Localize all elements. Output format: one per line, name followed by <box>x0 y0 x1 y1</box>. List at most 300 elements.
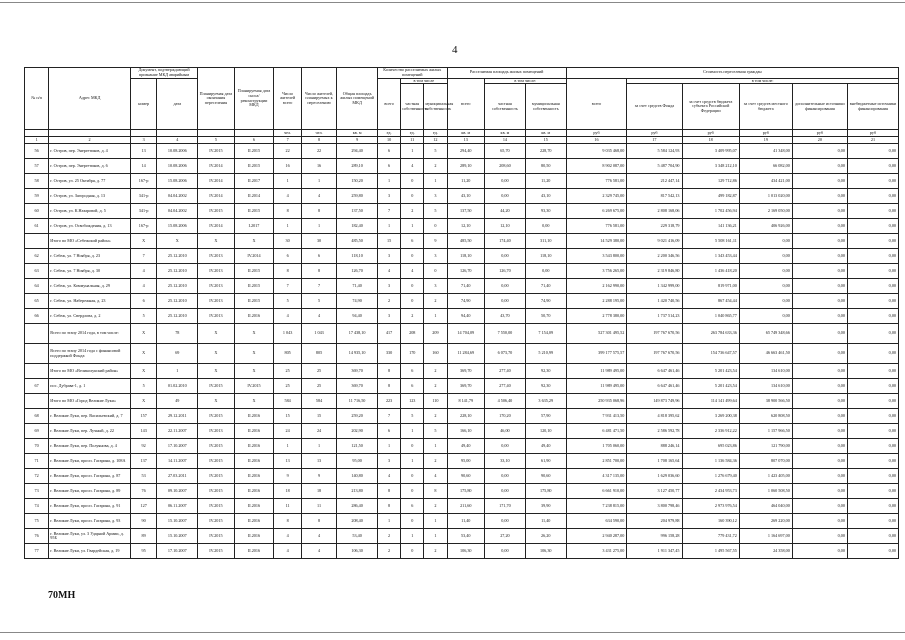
table-cell: 1 <box>378 219 401 234</box>
amount-cell: 3 431 275,00 <box>566 544 627 559</box>
table-cell: 74,90 <box>525 294 566 309</box>
amount-cell: 0,00 <box>847 309 898 324</box>
column-number-cell: 14 <box>485 137 526 144</box>
table-cell: 71 <box>25 454 49 469</box>
amount-cell: 0,00 <box>847 499 898 514</box>
page-number: 4 <box>452 44 458 56</box>
table-cell: IV.2015 <box>198 409 234 424</box>
header-residents: Число жителей всего <box>274 68 302 130</box>
amount-cell: 0,00 <box>792 264 847 279</box>
table-cell: IV.2015 <box>234 379 274 394</box>
unit-cell: чел. <box>274 130 302 137</box>
header-cost-local: за счет средств местного бюджета <box>739 84 792 130</box>
amount-cell: 0,00 <box>847 514 898 529</box>
table-cell: 5 <box>424 144 447 159</box>
header-doc: Документ, подтверждающий признание МКД аварийным <box>130 68 197 79</box>
amount-cell: 0,00 <box>792 294 847 309</box>
amount-cell: 0,00 <box>847 219 898 234</box>
table-cell: 66 <box>25 309 49 324</box>
amount-cell: 0,00 <box>847 364 898 379</box>
header-total-area: Общая площадь жилых помещений МКД <box>337 68 378 130</box>
table-cell: 286,40 <box>337 499 378 514</box>
amount-cell: 6 481 471,50 <box>566 424 627 439</box>
column-number-cell: 18 <box>682 137 739 144</box>
address-cell: Всего по этапу 2014 года, в том числе: <box>49 324 131 344</box>
table-cell: 94,40 <box>447 309 485 324</box>
address-cell: г. Остров, ул. Освобождения, д. 13 <box>49 219 131 234</box>
table-cell: 341-р <box>130 204 156 219</box>
amount-cell: 3 756 265,00 <box>566 264 627 279</box>
table-cell: 59 <box>25 189 49 204</box>
table-cell: X <box>130 394 156 409</box>
table-cell: 24 <box>274 424 302 439</box>
table-cell: 6 <box>378 424 401 439</box>
table-cell: 9 <box>424 234 447 249</box>
table-cell: X <box>130 344 156 364</box>
table-cell: 223 <box>378 394 401 409</box>
table-cell: 76 <box>130 484 156 499</box>
amount-cell: 0,00 <box>739 279 792 294</box>
table-cell: 22 <box>301 144 336 159</box>
amount-cell: 197 767 670,56 <box>627 324 682 344</box>
amount-cell: 0,00 <box>847 249 898 264</box>
address-cell: г. Себеж, ул. Набережная, д. 23 <box>49 294 131 309</box>
table-cell: 7 <box>378 204 401 219</box>
amount-cell: 2 336 912,22 <box>682 424 739 439</box>
table-cell: 30 <box>301 234 336 249</box>
table-cell: 485,50 <box>447 234 485 249</box>
table-cell: 95 <box>130 544 156 559</box>
column-number-cell: 3 <box>130 137 156 144</box>
table-cell: 3 <box>378 279 401 294</box>
amount-cell: 776 581,00 <box>566 219 627 234</box>
table-cell: 0,00 <box>485 484 526 499</box>
table-cell: 1 <box>424 529 447 544</box>
table-row <box>25 454 899 469</box>
amount-cell: 0,00 <box>792 189 847 204</box>
amount-cell: 0,00 <box>792 219 847 234</box>
table-cell: 4 <box>274 529 302 544</box>
table-row <box>25 424 899 439</box>
table-cell: 33,10 <box>485 454 526 469</box>
table-cell: 118,10 <box>337 249 378 264</box>
table-cell: 2 <box>424 409 447 424</box>
amount-cell: 197 767 670,56 <box>627 344 682 364</box>
table-cell: II.2014 <box>234 189 274 204</box>
amount-cell: 114 141 499,64 <box>682 394 739 409</box>
table-cell: 25.12.2010 <box>157 309 198 324</box>
table-cell: X <box>130 364 156 379</box>
table-cell: 2 <box>378 294 401 309</box>
table-cell: X <box>234 234 274 249</box>
table-cell: 170 <box>401 344 424 364</box>
amount-cell: 776 581,00 <box>566 174 627 189</box>
table-cell: 160 <box>424 344 447 364</box>
table-row <box>25 544 899 559</box>
table-cell: 0 <box>401 484 424 499</box>
unit-cell: ед. <box>401 130 424 137</box>
table-cell: 106,30 <box>337 544 378 559</box>
column-number-cell: 4 <box>157 137 198 144</box>
amount-cell: 817 542,13 <box>627 189 682 204</box>
table-cell: X <box>234 394 274 409</box>
table-cell: 18 <box>301 484 336 499</box>
table-cell: 3 <box>424 279 447 294</box>
amount-cell: 7 931 413,50 <box>566 409 627 424</box>
table-cell: IV.2014 <box>198 159 234 174</box>
amount-cell: 2 162 990,00 <box>566 279 627 294</box>
table-cell: 2 <box>424 379 447 394</box>
amount-cell: 996 158,28 <box>627 529 682 544</box>
table-cell: 65,70 <box>485 144 526 159</box>
amount-cell: 0,00 <box>847 484 898 499</box>
amount-cell: 867 454,44 <box>682 294 739 309</box>
table-cell: 5 <box>301 294 336 309</box>
header-address: Адрес МКД <box>49 68 131 130</box>
table-cell: 294,40 <box>447 144 485 159</box>
table-cell <box>25 234 49 249</box>
table-cell: 01.02.2010 <box>157 379 198 394</box>
table-cell: 53,40 <box>447 529 485 544</box>
table-cell: II.2015 <box>234 294 274 309</box>
table-cell: 170,20 <box>485 409 526 424</box>
table-cell: 110 <box>424 394 447 409</box>
table-cell: 15 <box>378 234 401 249</box>
amount-cell: 134 610,00 <box>739 364 792 379</box>
address-cell: г. Остров, ул. Загородная, д. 13 <box>49 189 131 204</box>
header-plan-resettle: Планируемая дата окончания переселения <box>198 68 234 130</box>
amount-cell: 7 238 815,00 <box>566 499 627 514</box>
table-cell: 77 <box>25 544 49 559</box>
header-rooms-count: Количество расселяемых жилых помещений <box>378 68 448 79</box>
amount-cell: 154 736 647,57 <box>682 344 739 364</box>
table-cell: 1 <box>378 174 401 189</box>
table-cell: 369,70 <box>337 379 378 394</box>
amount-cell: 8 902 087,00 <box>566 159 627 174</box>
table-row <box>25 514 899 529</box>
amount-cell: 0,00 <box>739 234 792 249</box>
table-cell: 6 <box>274 249 302 264</box>
table-cell: 65 <box>25 294 49 309</box>
table-cell: 1 <box>401 144 424 159</box>
table-cell: 8 <box>378 499 401 514</box>
amount-cell: 1 040 865,77 <box>682 309 739 324</box>
amount-cell: 0,00 <box>792 309 847 324</box>
table-cell: IV.2014 <box>198 189 234 204</box>
amount-cell: 41 348,00 <box>739 144 792 159</box>
table-cell: 80,50 <box>525 159 566 174</box>
table-body <box>25 144 899 559</box>
address-cell: г. Великие Луки, просп. Гагарина, д. 89 <box>49 484 131 499</box>
column-number-cell: 1 <box>25 137 49 144</box>
table-cell: II.2016 <box>234 424 274 439</box>
amount-cell: 0,00 <box>847 409 898 424</box>
table-cell: II.2016 <box>234 514 274 529</box>
header-area-private: частная собственность <box>485 84 526 130</box>
table-cell: 8 <box>424 484 447 499</box>
amount-cell: 527 301 495,52 <box>566 324 627 344</box>
table-cell: IV.2015 <box>198 484 234 499</box>
table-cell: 805 <box>301 344 336 364</box>
table-cell: 56 <box>25 144 49 159</box>
table-cell: 53,40 <box>337 529 378 544</box>
table-cell: 4 <box>301 189 336 204</box>
table-cell: 0 <box>424 219 447 234</box>
table-cell: 14 935,10 <box>337 344 378 364</box>
amount-cell: 5 487 704,90 <box>627 159 682 174</box>
column-numbers-row <box>25 137 899 144</box>
table-cell: 15.08.2006 <box>157 219 198 234</box>
table-cell <box>25 394 49 409</box>
table-cell: 0 <box>401 514 424 529</box>
table-cell: 0,00 <box>485 294 526 309</box>
amount-cell: 263 784 633,36 <box>682 324 739 344</box>
table-cell: 18 <box>274 484 302 499</box>
amount-cell: 0,00 <box>847 159 898 174</box>
header-doc-date: дата <box>157 78 198 130</box>
table-cell: 1 <box>424 439 447 454</box>
header-cost-extra: дополнительные источники финансирования <box>792 84 847 130</box>
table-cell: 294,40 <box>337 144 378 159</box>
amount-cell: 0,00 <box>847 439 898 454</box>
table-cell: 8 <box>301 514 336 529</box>
table-cell: 4 <box>401 264 424 279</box>
table-row <box>25 144 899 159</box>
unit-cell <box>157 130 198 137</box>
amount-cell: 46 663 461,50 <box>739 344 792 364</box>
table-cell: IV.2015 <box>198 529 234 544</box>
table-cell: 49,40 <box>447 439 485 454</box>
table-cell: 143 <box>130 424 156 439</box>
amount-cell: 0,00 <box>847 174 898 189</box>
amount-cell: 3 543 800,00 <box>566 249 627 264</box>
amount-cell: 2 778 380,00 <box>566 309 627 324</box>
amount-cell: 1 342 999,00 <box>627 279 682 294</box>
amount-cell: 2 851 700,00 <box>566 454 627 469</box>
table-cell: 25.12.2010 <box>157 249 198 264</box>
table-row <box>25 409 899 424</box>
amount-cell: 1 629 036,60 <box>627 469 682 484</box>
table-cell: 16 <box>301 159 336 174</box>
table-cell: IV.2015 <box>198 514 234 529</box>
table-cell: 0 <box>401 469 424 484</box>
table-cell: 8 <box>378 484 401 499</box>
table-cell: II.2016 <box>234 309 274 324</box>
table-cell: 5 <box>274 294 302 309</box>
table-cell: 58 <box>25 174 49 189</box>
table-row <box>25 189 899 204</box>
table-cell: 1 <box>424 174 447 189</box>
table-cell: 126,70 <box>485 264 526 279</box>
amount-cell: 634 590,00 <box>566 514 627 529</box>
amount-cell: 0,00 <box>847 529 898 544</box>
table-cell: 4 <box>424 469 447 484</box>
table-cell: 50,70 <box>525 309 566 324</box>
amount-cell: 499 182,87 <box>682 189 739 204</box>
amount-cell: 4 317 135,00 <box>566 469 627 484</box>
address-cell: Итого по МО «Город Великие Луки» <box>49 394 131 409</box>
amount-cell: 0,00 <box>792 499 847 514</box>
table-row <box>25 379 899 394</box>
summary-row <box>25 344 899 364</box>
column-number-cell: 8 <box>301 137 336 144</box>
amount-cell: 0,00 <box>847 204 898 219</box>
table-cell: 4 <box>301 529 336 544</box>
table-cell: 118,10 <box>525 249 566 264</box>
table-cell: 5 <box>401 409 424 424</box>
table-cell: 69 <box>25 424 49 439</box>
table-cell: IV.2015 <box>198 379 234 394</box>
amount-cell: 0,00 <box>847 394 898 409</box>
table-row <box>25 529 899 544</box>
table-cell: 3 <box>378 189 401 204</box>
amount-cell: 1 276 679,40 <box>682 469 739 484</box>
table-cell: 11 716,50 <box>337 394 378 409</box>
amount-cell: 1 495 567,55 <box>682 544 739 559</box>
header-cost-region: за счет средств бюджета субъекта Российской Федерации <box>682 84 739 130</box>
table-cell: 208 <box>401 324 424 344</box>
column-number-cell: 10 <box>378 137 401 144</box>
amount-cell: 1 708 165,64 <box>627 454 682 469</box>
table-row <box>25 204 899 219</box>
table-cell: 2 <box>424 364 447 379</box>
table-cell: 70 <box>25 439 49 454</box>
table-cell: 69 <box>157 344 198 364</box>
table-cell: 75 <box>25 514 49 529</box>
table-row <box>25 439 899 454</box>
table-cell: 25 <box>301 364 336 379</box>
table-cell: IV.2015 <box>198 544 234 559</box>
table-cell: 4 <box>130 279 156 294</box>
amount-cell: 1 705 060,00 <box>566 439 627 454</box>
amount-cell: 141 136,21 <box>682 219 739 234</box>
table-cell: 106,30 <box>525 544 566 559</box>
table-cell: 04.04.2002 <box>157 204 198 219</box>
amount-cell: 134 610,00 <box>739 379 792 394</box>
table-cell: 6 <box>130 294 156 309</box>
table-cell: 4 <box>378 469 401 484</box>
table-cell: X <box>130 324 156 344</box>
table-cell: 208,60 <box>485 159 526 174</box>
amount-cell: 0,00 <box>792 144 847 159</box>
amount-cell: 121 790,00 <box>739 439 792 454</box>
amount-cell: 1 420 740,56 <box>627 294 682 309</box>
table-cell: 166,10 <box>447 424 485 439</box>
table-cell: 9 <box>301 469 336 484</box>
table-cell: 3 <box>378 309 401 324</box>
table-cell: II.2016 <box>234 529 274 544</box>
column-number-cell: 21 <box>847 137 898 144</box>
table-cell: 10.08.2006 <box>157 159 198 174</box>
table-cell: 1 <box>157 364 198 379</box>
address-cell: Итого по МО «Великолукский район» <box>49 364 131 379</box>
table-cell: IV.2013 <box>198 249 234 264</box>
amount-cell: 1 737 514,23 <box>627 309 682 324</box>
table-cell: 0,00 <box>485 514 526 529</box>
table-row <box>25 159 899 174</box>
header-cost-fund: за счет средств Фонда <box>627 84 682 130</box>
amount-cell: 212 447,14 <box>627 174 682 189</box>
header-rooms-incl: в том числе <box>401 78 447 84</box>
table-cell: 5 210,99 <box>525 344 566 364</box>
amount-cell: 129 712,86 <box>682 174 739 189</box>
header-cost-total: всего <box>566 78 627 130</box>
table-cell: 202,90 <box>337 424 378 439</box>
table-cell: 74,90 <box>337 294 378 309</box>
table-cell: II.2015 <box>234 264 274 279</box>
amount-cell: 0,00 <box>739 309 792 324</box>
table-cell: 182,40 <box>337 219 378 234</box>
table-cell: IV.2014 <box>198 174 234 189</box>
table-cell: 137 <box>130 454 156 469</box>
table-cell: X <box>198 324 234 344</box>
table-cell: 311,10 <box>525 234 566 249</box>
table-cell: 126,70 <box>337 264 378 279</box>
column-number-cell: 5 <box>198 137 234 144</box>
table-cell <box>25 344 49 364</box>
table-cell: 25.12.2010 <box>157 279 198 294</box>
amount-cell: 399 177 575,57 <box>566 344 627 364</box>
table-cell: 17.10.2007 <box>157 439 198 454</box>
amount-cell: 1 136 584,36 <box>682 454 739 469</box>
table-cell: 17.10.2007 <box>157 544 198 559</box>
amount-cell: 4 818 395,62 <box>627 409 682 424</box>
table-cell: IV.2015 <box>198 204 234 219</box>
amount-cell: 0,00 <box>739 294 792 309</box>
table-cell: 0,00 <box>485 249 526 264</box>
table-cell: 1 <box>401 219 424 234</box>
table-cell: 369,70 <box>447 364 485 379</box>
table-row <box>25 499 899 514</box>
amount-cell: 3 127 450,77 <box>627 484 682 499</box>
table-cell: 171,70 <box>485 499 526 514</box>
table-row <box>25 219 899 234</box>
table-cell: X <box>198 344 234 364</box>
amount-cell: 14 529 380,00 <box>566 234 627 249</box>
header-plan-demolish: Планируемая дата сноса/ реконструкции МКД <box>234 68 274 130</box>
header-doc-num: номер <box>130 78 156 130</box>
table-cell: 68 <box>25 409 49 424</box>
address-cell: г. Остров, пер. Энергетиков, д. 6 <box>49 159 131 174</box>
table-cell: 0,00 <box>485 544 526 559</box>
table-cell: 43,10 <box>525 189 566 204</box>
table-cell: 4 <box>274 189 302 204</box>
table-cell: 27.03.2011 <box>157 469 198 484</box>
amount-cell: 65 749 348,66 <box>739 324 792 344</box>
table-cell: 106,30 <box>447 544 485 559</box>
table-cell: IV.2013 <box>198 309 234 324</box>
amount-cell: 0,00 <box>792 174 847 189</box>
table-cell: 289,10 <box>447 159 485 174</box>
amount-cell: 2 434 953,73 <box>682 484 739 499</box>
column-number-cell: 17 <box>627 137 682 144</box>
header-cost-excess: внебюджетные источники финансирования <box>847 84 898 130</box>
table-cell: 213,80 <box>337 484 378 499</box>
header-area-total: всего <box>447 78 485 130</box>
table-cell: X <box>198 394 234 409</box>
unit-cell <box>130 130 156 137</box>
table-cell: 8 <box>274 204 302 219</box>
table-cell: 13 <box>130 144 156 159</box>
units-row <box>25 130 899 137</box>
table-cell: IV.2013 <box>198 424 234 439</box>
table-cell: 74,90 <box>447 294 485 309</box>
amount-cell: 0,00 <box>792 424 847 439</box>
table-cell: 2 <box>401 204 424 219</box>
table-cell: 6 <box>401 499 424 514</box>
table-cell: 3 <box>378 249 401 264</box>
amount-cell: 0,00 <box>847 144 898 159</box>
